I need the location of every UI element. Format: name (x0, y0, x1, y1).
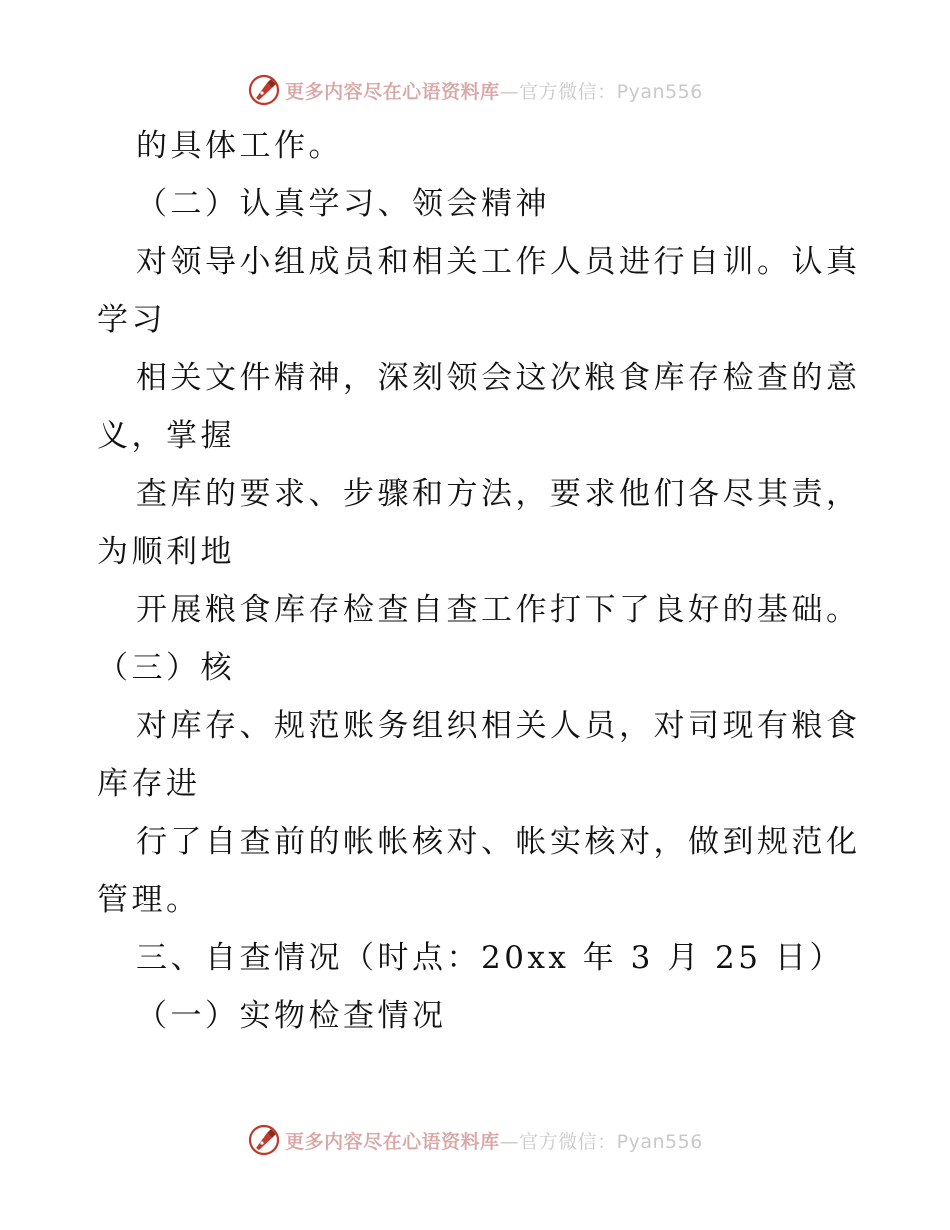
banner-separator: — (499, 80, 520, 103)
text-line: 管理。 (97, 882, 201, 918)
banner-wechat-text: 官方微信：Pyan556 (519, 1130, 703, 1153)
text-line: 行了自查前的帐帐核对、帐实核对，做到规范化 (136, 824, 861, 860)
text-line: 库存进 (97, 766, 201, 802)
text-line: （二）认真学习、领会精神 (136, 186, 550, 222)
text-line: 对领导小组成员和相关工作人员进行自训。认真 (136, 244, 861, 280)
text-line: 学习 (97, 302, 166, 338)
text-line: 相关文件精神，深刻领会这次粮食库存检查的意 (136, 360, 861, 396)
text-line: 查库的要求、步骤和方法，要求他们各尽其责， (136, 476, 861, 512)
banner-separator: — (499, 1130, 520, 1153)
banner-wechat-text: 官方微信：Pyan556 (519, 80, 703, 103)
pen-nib-logo-icon (247, 73, 281, 107)
pen-nib-logo-icon (247, 1123, 281, 1157)
banner-text (285, 77, 703, 104)
banner-brand-text: 更多内容尽在心语资料库 (285, 1130, 500, 1153)
text-line: 开展粮食库存检查自查工作打下了良好的基础。 (136, 592, 861, 628)
text-line: 为顺利地 (97, 534, 235, 570)
banner-text (285, 1127, 703, 1154)
section-heading: 三、自查情况（时点：20xx 年 3 月 25 日） (136, 940, 844, 976)
text-line: （三）核 (97, 650, 235, 686)
banner-brand-text: 更多内容尽在心语资料库 (285, 80, 500, 103)
header-banner (0, 70, 950, 110)
footer-banner (0, 1120, 950, 1160)
text-line: 对库存、规范账务组织相关人员，对司现有粮食 (136, 708, 861, 744)
subsection-heading: （一）实物检查情况 (136, 998, 447, 1034)
text-line: 义，掌握 (97, 418, 235, 454)
text-line: 的具体工作。 (136, 128, 343, 164)
